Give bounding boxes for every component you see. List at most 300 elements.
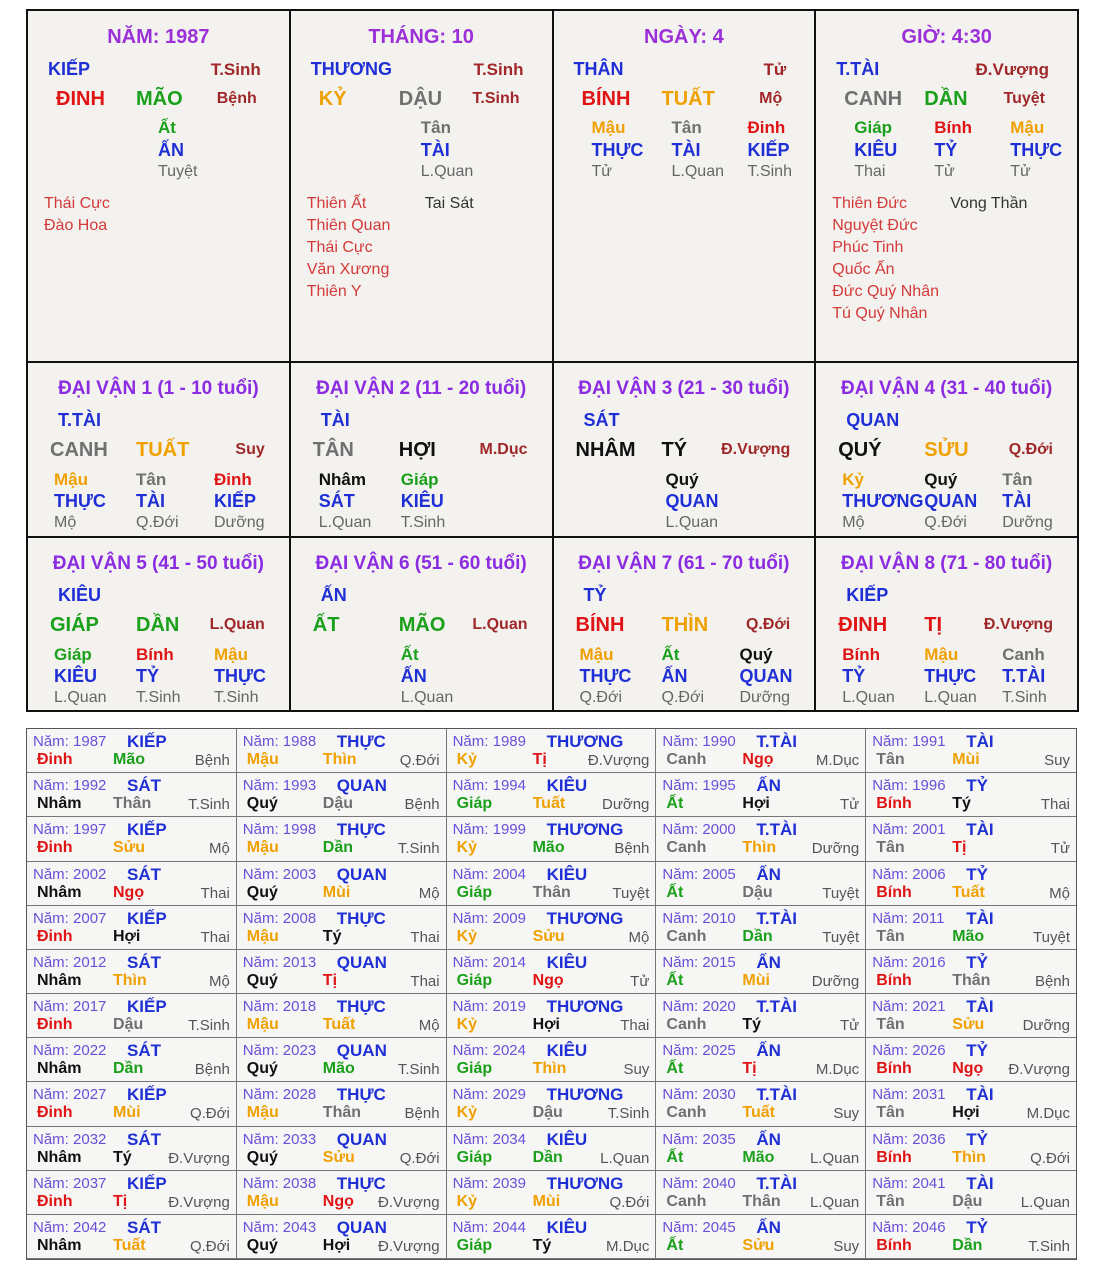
pillar-stem: ĐINH	[56, 88, 105, 110]
year-cell	[237, 729, 447, 773]
year-stem: Mậu	[246, 1016, 279, 1033]
luck-stem: GIÁP	[50, 614, 99, 636]
year-label: Năm: 1998	[242, 821, 317, 839]
year-branch: Tuất	[952, 883, 985, 901]
year-branch: Dần	[742, 927, 773, 945]
year-cell	[237, 1127, 447, 1171]
year-god: T.TÀI	[756, 732, 797, 751]
year-cell	[447, 1082, 657, 1126]
luck-pillar-4	[816, 363, 1077, 536]
year-phase: Q.Đới	[189, 1105, 230, 1123]
year-branch: Tý	[532, 1236, 552, 1254]
year-phase: Dưỡng	[1022, 1017, 1070, 1034]
year-cell	[656, 906, 866, 950]
year-phase: Suy	[623, 1061, 650, 1079]
star-left: Đức Quý Nhân	[832, 283, 939, 300]
year-phase: Tử	[1050, 840, 1070, 858]
year-cell	[237, 906, 447, 950]
luck-branch: TÝ	[661, 439, 688, 461]
luck-hidden-stem: Ất	[661, 645, 680, 664]
luck-stem: TÂN	[312, 439, 354, 461]
hidden-stem: Bính	[934, 118, 973, 137]
year-god: ẤN	[756, 1217, 781, 1237]
year-phase: L.Quan	[1020, 1193, 1070, 1211]
year-phase: Bệnh	[404, 796, 440, 814]
star-left: Đào Hoa	[44, 217, 108, 234]
year-branch: Mão	[742, 1148, 775, 1166]
year-stem: Quý	[246, 1060, 278, 1078]
bazi-chart	[26, 9, 1079, 712]
luck-hidden-god: KIẾP	[214, 491, 257, 511]
year-label: Năm: 2036	[872, 1130, 946, 1148]
year-branch: Hợi	[742, 795, 770, 813]
luck-pillar-8	[816, 538, 1077, 712]
luck-title: ĐẠI VẬN 4 (31 - 40 tuổi)	[841, 378, 1053, 399]
year-god: THƯƠNG	[546, 1173, 624, 1193]
year-branch: Dậu	[532, 1104, 563, 1122]
year-stem: Nhâm	[37, 795, 82, 813]
luck-branch: HỢI	[398, 439, 436, 461]
year-cell	[656, 1127, 866, 1171]
year-god: THƯƠNG	[546, 1085, 624, 1105]
luck-phase: Q.Đới	[745, 616, 791, 633]
year-cell	[866, 1127, 1076, 1171]
luck-title: ĐẠI VẬN 2 (11 - 20 tuổi)	[316, 378, 527, 399]
year-stem: Kỷ	[456, 927, 478, 945]
year-phase: Đ.Vượng	[587, 752, 650, 769]
year-phase: Bệnh	[194, 752, 230, 769]
year-stem: Nhâm	[37, 971, 82, 989]
pillar-title: THÁNG: 10	[368, 26, 474, 48]
year-stem: Đinh	[37, 839, 73, 857]
year-branch: Hợi	[113, 927, 141, 945]
year-god: SÁT	[127, 864, 161, 884]
year-god: THỰC	[336, 732, 386, 751]
year-cell	[27, 729, 237, 773]
year-god: THƯƠNG	[546, 732, 624, 751]
year-god: SÁT	[127, 1041, 161, 1061]
year-stem: Canh	[666, 1192, 707, 1210]
luck-hidden-phase: Q.Đới	[579, 689, 622, 706]
year-branch: Ngọ	[322, 1192, 354, 1210]
year-god: SÁT	[127, 952, 161, 972]
hidden-god: ẤN	[158, 140, 184, 160]
luck-phase: Đ.Vượng	[721, 441, 791, 458]
year-branch: Thìn	[742, 839, 777, 857]
pillar-god: T.TÀI	[836, 59, 880, 79]
year-stem: Mậu	[246, 1104, 279, 1122]
year-god: TÀI	[966, 908, 994, 928]
luck-hidden-stem: Mậu	[54, 470, 88, 489]
year-god: KIẾP	[127, 732, 167, 751]
pillar-phase: Bệnh	[216, 90, 257, 107]
year-cell	[447, 1171, 657, 1215]
year-branch: Dậu	[952, 1192, 983, 1210]
hidden-phase: Tử	[934, 163, 955, 180]
year-stem: Đinh	[37, 751, 73, 768]
year-stem: Giáp	[456, 883, 493, 901]
year-branch: Mùi	[113, 1104, 141, 1122]
year-label: Năm: 2041	[872, 1174, 946, 1192]
year-god: TỶ	[966, 864, 988, 884]
four-pillars	[28, 11, 1077, 363]
year-god: ẤN	[756, 952, 781, 972]
year-branch: Ngọ	[742, 751, 774, 768]
year-phase: Q.Đới	[189, 1237, 230, 1255]
year-phase: Mộ	[628, 928, 650, 946]
luck-hidden-god: TÀI	[1002, 491, 1032, 511]
year-label: Năm: 2044	[452, 1218, 526, 1236]
year-label: Năm: 2034	[452, 1130, 526, 1148]
year-stem: Canh	[666, 751, 707, 768]
year-branch: Tý	[322, 927, 342, 945]
year-god: TÀI	[966, 820, 994, 840]
year-god: T.TÀI	[756, 997, 797, 1016]
year-god: THỰC	[336, 820, 386, 840]
luck-phase: L.Quan	[209, 616, 265, 633]
year-cell	[27, 773, 237, 817]
year-label: Năm: 2009	[452, 909, 526, 927]
year-phase: Dưỡng	[811, 840, 860, 858]
year-cell	[866, 1215, 1076, 1259]
year-label: Năm: 2032	[33, 1130, 107, 1148]
luck-row-1	[28, 363, 1077, 538]
year-god: KIẾP	[127, 1173, 167, 1193]
year-cell	[27, 817, 237, 861]
year-label: Năm: 2004	[452, 865, 526, 883]
year-phase: L.Quan	[600, 1149, 650, 1167]
year-stem: Giáp	[456, 795, 493, 813]
year-branch: Tị	[742, 1060, 757, 1078]
year-phase: Tuyệt	[822, 884, 860, 902]
luck-god: TỶ	[583, 585, 607, 605]
year-stem: Nhâm	[37, 1148, 82, 1166]
year-god: QUAN	[336, 1041, 387, 1061]
year-stem: Bính	[876, 883, 912, 901]
year-phase: L.Quan	[809, 1149, 860, 1167]
luck-title: ĐẠI VẬN 6 (51 - 60 tuổi)	[315, 553, 527, 574]
year-label: Năm: 2030	[662, 1086, 736, 1104]
pillar-stem: CANH	[844, 88, 903, 110]
year-phase: Q.Đới	[1030, 1149, 1070, 1167]
year-stem: Đinh	[37, 1192, 73, 1210]
luck-hidden-phase: Q.Đới	[924, 514, 967, 531]
year-label: Năm: 1997	[33, 821, 107, 839]
luck-hidden-phase: Dưỡng	[1002, 514, 1053, 531]
year-stem: Bính	[876, 1148, 912, 1166]
year-branch: Tuất	[532, 795, 566, 813]
luck-god: ẤN	[320, 585, 347, 605]
luck-hidden-stem: Nhâm	[318, 470, 366, 489]
luck-phase: L.Quan	[472, 616, 528, 633]
hidden-phase: Tử	[591, 163, 612, 180]
year-label: Năm: 1987	[33, 733, 107, 750]
hidden-stem: Tân	[420, 118, 451, 137]
year-god: T.TÀI	[756, 908, 797, 928]
luck-hidden-phase: T.Sinh	[136, 689, 181, 706]
year-phase: Thai	[1040, 796, 1070, 814]
year-cell	[237, 1215, 447, 1259]
year-stem: Tân	[876, 927, 905, 945]
year-cell	[237, 773, 447, 817]
luck-hidden-god: THƯƠNG	[842, 491, 924, 511]
year-stem: Tân	[876, 751, 905, 768]
pillar-god: KIẾP	[48, 59, 91, 79]
luck-hidden-phase: L.Quan	[924, 689, 977, 706]
year-phase: T.Sinh	[397, 840, 440, 858]
year-phase: M.Dục	[606, 1237, 650, 1255]
year-stem: Nhâm	[37, 883, 82, 901]
luck-hidden-phase: Q.Đới	[661, 689, 704, 706]
luck-god: TÀI	[320, 410, 350, 430]
year-label: Năm: 1990	[662, 733, 736, 750]
year-god: KIẾP	[127, 997, 167, 1016]
year-cell	[237, 1082, 447, 1126]
year-stem: Ất	[666, 795, 684, 813]
year-cell	[866, 950, 1076, 994]
luck-hidden-god: T.TÀI	[1002, 666, 1046, 686]
year-cell	[237, 950, 447, 994]
year-cell	[866, 906, 1076, 950]
year-branch: Mão	[952, 927, 985, 945]
luck-god: QUAN	[846, 410, 900, 430]
year-cell	[656, 729, 866, 773]
year-phase: Bệnh	[194, 1061, 230, 1079]
year-label: Năm: 2022	[33, 1042, 107, 1060]
hidden-god: TÀI	[420, 140, 450, 160]
luck-hidden-god: QUAN	[665, 491, 719, 511]
year-branch: Tuất	[742, 1104, 775, 1122]
year-label: Năm: 1999	[452, 821, 526, 839]
year-label: Năm: 2018	[242, 998, 317, 1015]
year-stem: Canh	[666, 1104, 707, 1122]
luck-title: ĐẠI VẬN 7 (61 - 70 tuổi)	[578, 553, 790, 574]
year-label: Năm: 2013	[242, 953, 317, 971]
luck-pillar-2	[291, 363, 554, 536]
year-god: TÀI	[966, 1085, 994, 1105]
hidden-stem: Tân	[671, 118, 702, 137]
year-branch: Thìn	[322, 751, 357, 768]
hidden-phase: T.Sinh	[747, 163, 792, 180]
luck-pillar-6	[291, 538, 554, 712]
year-stem: Bính	[876, 795, 912, 813]
year-stem: Tân	[876, 1016, 905, 1033]
year-stem: Ất	[666, 883, 684, 901]
year-stem: Tân	[876, 1104, 905, 1122]
luck-hidden-god: ẤN	[661, 666, 688, 686]
year-phase: Thai	[620, 1017, 650, 1034]
pillar-god-phase: T.Sinh	[473, 60, 524, 79]
year-cell	[447, 1127, 657, 1171]
year-stem: Bính	[876, 971, 912, 989]
year-cell	[447, 906, 657, 950]
luck-hidden-stem: Quý	[739, 645, 773, 664]
luck-branch: TỊ	[924, 614, 943, 636]
year-god: KIẾP	[127, 820, 167, 840]
luck-hidden-stem: Tân	[1002, 470, 1033, 489]
luck-hidden-god: THỰC	[579, 666, 632, 686]
year-cell	[27, 1038, 237, 1082]
luck-hidden-stem: Quý	[924, 470, 958, 489]
year-phase: T.Sinh	[1028, 1237, 1070, 1255]
hidden-stem: Mậu	[1010, 118, 1045, 137]
star-left: Phúc Tinh	[832, 239, 904, 256]
year-label: Năm: 2007	[33, 909, 107, 927]
year-branch: Mão	[113, 751, 145, 768]
luck-title: ĐẠI VẬN 5 (41 - 50 tuổi)	[52, 553, 264, 574]
star-left: Thái Cực	[306, 239, 373, 256]
luck-stem: NHÂM	[575, 439, 636, 461]
year-cell	[656, 817, 866, 861]
year-phase: Đ.Vượng	[168, 1193, 230, 1211]
year-phase: T.Sinh	[188, 796, 230, 814]
year-branch: Tuất	[113, 1236, 146, 1254]
year-phase: T.Sinh	[188, 1017, 230, 1034]
hidden-god: KIẾP	[747, 140, 790, 160]
year-branch: Tý	[742, 1016, 762, 1033]
year-branch: Ngọ	[532, 971, 564, 989]
year-stem: Đinh	[37, 927, 73, 945]
luck-phase: Suy	[235, 441, 265, 458]
star-right: Tai Sát	[424, 195, 474, 212]
year-label: Năm: 2035	[662, 1130, 736, 1148]
year-cell	[237, 862, 447, 906]
year-branch: Ngọ	[113, 883, 145, 901]
luck-hidden-god: QUAN	[924, 491, 978, 511]
year-cell	[447, 729, 657, 773]
luck-hidden-phase: L.Quan	[665, 514, 718, 531]
year-phase: Tử	[630, 972, 650, 990]
year-cell	[447, 950, 657, 994]
luck-hidden-stem: Mậu	[924, 645, 959, 664]
year-god: KIẾP	[127, 908, 167, 928]
luck-hidden-phase: L.Quan	[400, 689, 454, 706]
year-god: THỰC	[336, 1085, 386, 1105]
luck-pillar-5	[28, 538, 291, 712]
year-god: TÀI	[966, 1173, 994, 1193]
year-stem: Quý	[246, 883, 278, 901]
star-left: Thiên Ất	[306, 195, 367, 212]
year-phase: Thai	[410, 928, 440, 946]
year-label: Năm: 1994	[452, 777, 526, 795]
luck-god: T.TÀI	[58, 410, 101, 430]
year-phase: Đ.Vượng	[378, 1193, 440, 1211]
year-stem: Ất	[666, 971, 684, 989]
year-branch: Dần	[113, 1060, 144, 1078]
year-stem: Tân	[876, 839, 905, 857]
year-stem: Quý	[246, 971, 278, 989]
year-god: TỶ	[966, 952, 988, 972]
year-label: Năm: 1996	[872, 777, 946, 795]
year-phase: T.Sinh	[397, 1061, 440, 1079]
year-god: THƯƠNG	[546, 997, 624, 1016]
year-god: KIÊU	[546, 1129, 588, 1149]
year-label: Năm: 2005	[662, 865, 736, 883]
year-stem: Kỷ	[456, 1016, 478, 1033]
pillar-phase: Tuyệt	[1003, 90, 1045, 107]
pillar-branch: DẬU	[398, 88, 443, 110]
pillar-title: NGÀY: 4	[644, 26, 724, 48]
year-stem: Canh	[666, 839, 707, 857]
year-branch: Dần	[322, 839, 354, 857]
luck-hidden-phase: L.Quan	[54, 689, 107, 706]
year-phase: Thai	[410, 972, 440, 990]
luck-pillar-7	[554, 538, 817, 712]
luck-branch: TUẤT	[136, 439, 190, 461]
year-phase: Q.Đới	[399, 1149, 440, 1167]
year-god: T.TÀI	[756, 820, 797, 840]
year-god: KIẾP	[127, 1085, 167, 1105]
annual-table	[26, 728, 1077, 1260]
year-label: Năm: 2006	[872, 865, 946, 883]
year-branch: Mão	[532, 839, 565, 857]
year-cell	[447, 1215, 657, 1259]
luck-hidden-god: THỰC	[54, 491, 106, 511]
luck-hidden-stem: Mậu	[214, 645, 248, 664]
year-cell	[27, 1215, 237, 1259]
luck-hidden-phase: Mộ	[54, 514, 77, 531]
star-right: Vong Thần	[950, 195, 1028, 212]
year-branch: Tị	[322, 971, 338, 989]
luck-row-2	[28, 538, 1077, 712]
year-label: Năm: 2010	[662, 909, 736, 927]
luck-hidden-god: KIÊU	[400, 491, 444, 511]
year-cell	[237, 817, 447, 861]
year-phase: M.Dục	[1026, 1105, 1070, 1123]
luck-hidden-phase: L.Quan	[318, 514, 372, 531]
year-cell	[27, 862, 237, 906]
year-branch: Dậu	[322, 795, 354, 813]
luck-hidden-phase: T.Sinh	[1002, 689, 1047, 706]
luck-stem: BÍNH	[575, 614, 625, 636]
year-branch: Mùi	[322, 883, 351, 901]
year-branch: Dậu	[113, 1016, 144, 1033]
star-left: Thái Cực	[44, 195, 110, 212]
year-cell	[656, 1082, 866, 1126]
year-branch: Sửu	[113, 839, 146, 857]
year-branch: Hợi	[952, 1104, 980, 1122]
year-phase: Mộ	[208, 840, 230, 858]
year-cell	[656, 1171, 866, 1215]
hidden-phase: L.Quan	[420, 163, 474, 180]
year-label: Năm: 2037	[33, 1174, 107, 1192]
hidden-god: TÀI	[671, 140, 701, 160]
luck-stem: CANH	[50, 439, 108, 461]
luck-hidden-phase: L.Quan	[842, 689, 895, 706]
hidden-phase: L.Quan	[671, 163, 724, 180]
year-branch: Dậu	[742, 883, 773, 901]
year-stem: Giáp	[456, 1148, 493, 1166]
year-stem: Mậu	[246, 839, 279, 857]
year-cell	[656, 994, 866, 1038]
year-cell	[866, 817, 1076, 861]
luck-hidden-stem: Quý	[665, 470, 699, 489]
year-stem: Ất	[666, 1148, 684, 1166]
year-label: Năm: 2046	[872, 1218, 946, 1236]
star-left: Tú Quý Nhân	[832, 305, 928, 322]
year-label: Năm: 2001	[872, 821, 946, 839]
luck-hidden-stem: Kỷ	[842, 470, 864, 489]
year-god: TÀI	[966, 732, 994, 751]
year-god: T.TÀI	[756, 1085, 797, 1105]
pillar-title: NĂM: 1987	[107, 26, 210, 48]
year-branch: Hợi	[322, 1236, 351, 1254]
year-branch: Thân	[322, 1104, 362, 1122]
year-branch: Mùi	[742, 971, 770, 989]
star-left: Thiên Đức	[832, 195, 907, 212]
year-branch: Hợi	[532, 1016, 560, 1033]
year-phase: L.Quan	[809, 1193, 860, 1211]
